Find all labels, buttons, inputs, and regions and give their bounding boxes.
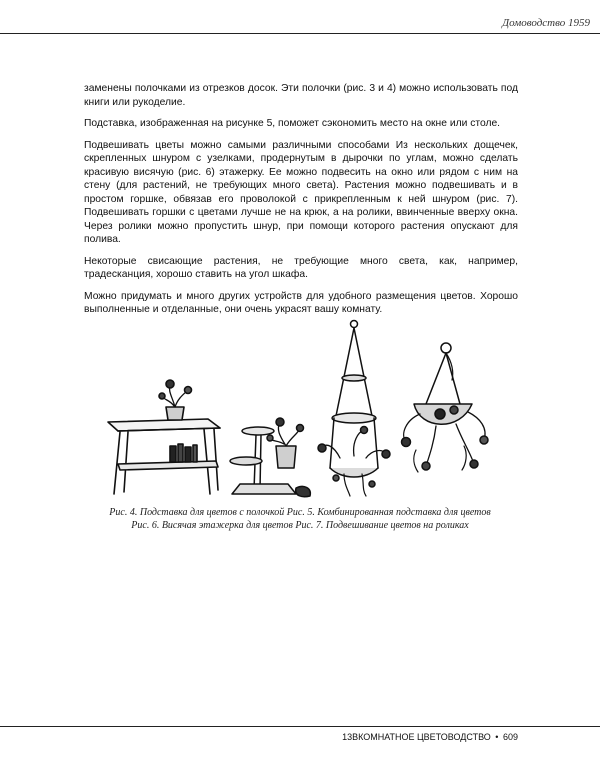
figure-illustration — [100, 318, 520, 504]
page-footer — [0, 723, 600, 763]
paragraph-1: заменены полочками из отрезков досок. Эти полочки (рис. 3 и 4) можно использовать под книги или рукоделие. — [84, 83, 518, 108]
header-rule — [0, 33, 600, 34]
running-title: Домоводство 1959 — [502, 17, 590, 29]
footer-rule — [0, 726, 600, 727]
footer-section: 13ВКОМНАТНОЕ ЦВЕТОВОДСТВО — [342, 732, 491, 742]
caption-line-1: Рис. 4. Подставка для цветов с полочкой Рис. 5. Комбинированная подставка для цветов — [109, 507, 491, 518]
footer-bullet: • — [495, 732, 499, 742]
page-number: 609 — [502, 732, 518, 742]
fig4-table-stand — [108, 380, 220, 494]
page-header — [0, 0, 600, 40]
paragraph-3: Подвешивать цветы можно самыми различными способами Из нескольких дощечек, скрепленных шнуром с узелками, продернутым в дырочки по углам, можно сделать красивую висячую (рис. 6) этажерку. Ее можно подвесить на окно или рядом с ним на стену (для растений, не требующих много света). Растения можно подвешивать и в простом горшке, обвязав его проволокой с прикрепленным к ней шнуром (рис. 7). Подвешивать горшки с цветами лучше не на крюк, а на ролики, ввинченные вверху окна. Через ролики можно пропустить шнур, при помощи которого растения опускают для полива. — [84, 139, 518, 245]
fig5-combined-stand — [230, 418, 310, 497]
fig6-hanging-etagere — [318, 321, 390, 497]
figure-caption — [80, 506, 520, 532]
paragraph-2: Подставка, изображенная на рисунке 5, поможет сэкономить место на окне или столе. — [84, 118, 501, 129]
body-text — [84, 82, 518, 325]
paragraph-4: Некоторые свисающие растения, не требующие много света, как, например, традесканция, хорошо ставить на угол шкафа. — [84, 255, 518, 280]
footer-text — [342, 732, 518, 742]
caption-line-2: Рис. 6. Висячая этажерка для цветов Рис. 7. Подвешивание цветов на роликах — [131, 520, 469, 531]
fig7-hanging-on-rollers — [402, 343, 489, 472]
paragraph-5: Можно придумать и много других устройств для удобного размещения цветов. Хорошо выполненные и отделанные, они очень украсят вашу комнату. — [84, 290, 518, 315]
